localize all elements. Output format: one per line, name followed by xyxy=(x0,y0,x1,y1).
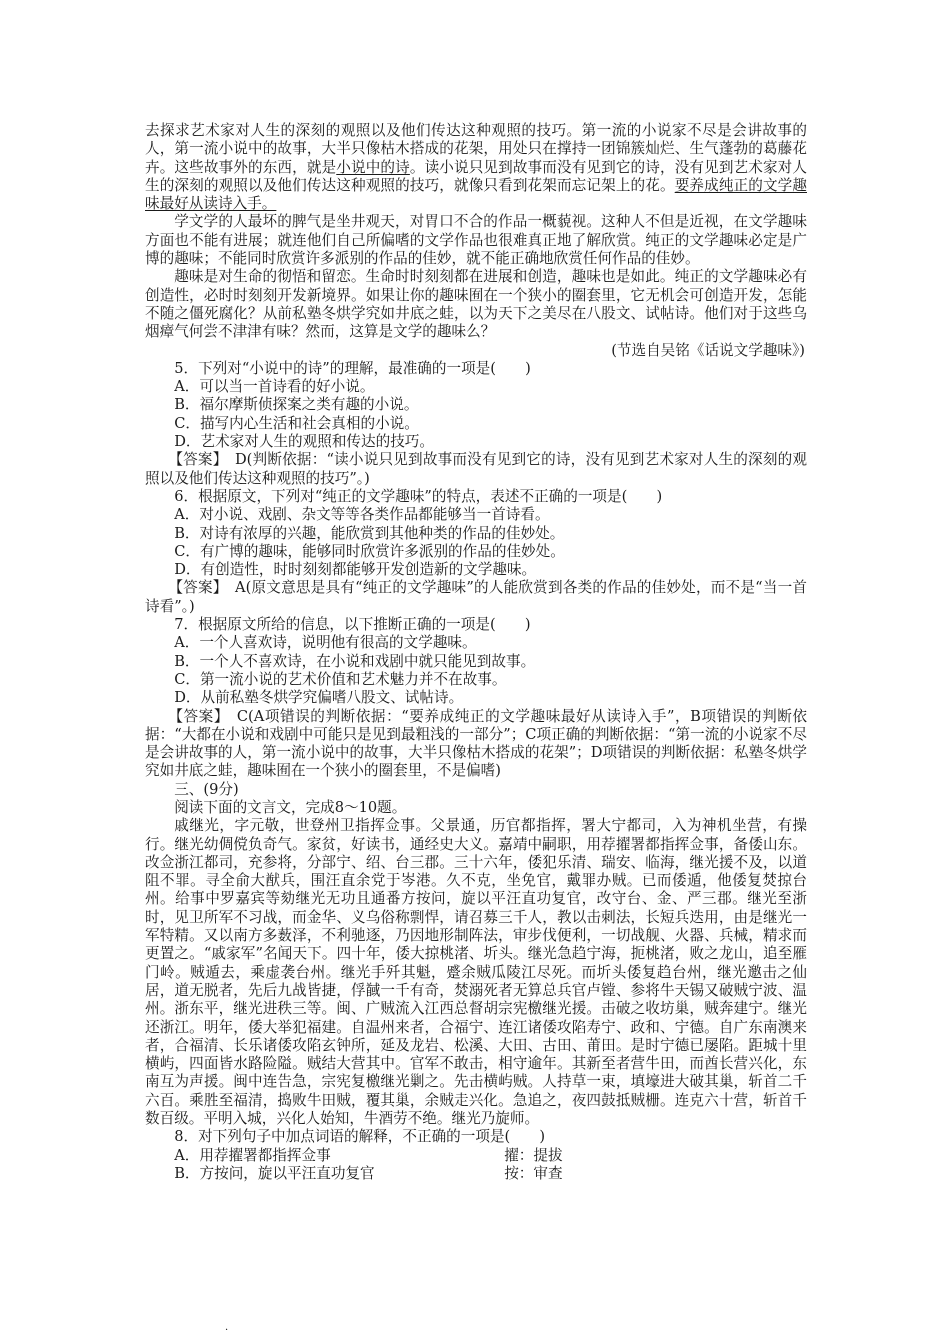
question-8-option-a-sentence: A．用荐擢署都指挥佥事 xyxy=(174,1146,331,1164)
passage-paragraph-1: 去探求艺术家对人生的深刻的观照以及他们传达这种观照的技巧。第一流的小说家不尽是会讲故事的人，第一流小说中的故事，大半只像枯木搭成的花架，用处只在撑持一团锦簇灿烂、生气蓬勃的葛藤花卉。这些故事外的东西，就是小说中的诗。读小说只见到故事而没有见到它的诗，没有见到艺术家对人生的深刻的观照以及他们传达这种观照的技巧，就像只看到花架而忘记架上的花。要养成纯正的文学趣味最好从读诗入手。 xyxy=(145,122,807,213)
question-6-stem: 6．根据原文，下列对“纯正的文学趣味”的特点，表述不正确的一项是( ) xyxy=(174,487,663,505)
question-5-option-d: D．艺术家对人生的观照和传达的技巧。 xyxy=(174,433,434,451)
passage-paragraph-2: 学文学的人最坏的脾气是坐井观天，对胃口不合的作品一概藐视。这种人不但是近视，在文学趣味方面也不能有进展；就连他们自己所偏嗜的文学作品也很难真正地了解欣赏。纯正的文学趣味必定是广博的趣味；不能同时欣赏许多派别的作品的佳妙，就不能正确地欣赏任何作品的佳妙。 xyxy=(145,213,807,268)
question-6-answer: 【答案】 A(原文意思是具有“纯正的文学趣味”的人能欣赏到各类的作品的佳妙处，而不是“当一首诗看”。) xyxy=(145,579,807,615)
question-5-answer: 【答案】 D(判断依据：“读小说只见到故事而没有见到它的诗，没有见到艺术家对人生的深刻的观照以及他们传达这种观照的技巧”。) xyxy=(145,451,807,487)
question-7-option-a: A．一个人喜欢诗，说明他有很高的文学趣味。 xyxy=(174,634,477,652)
question-7-option-c: C．第一流小说的艺术价值和艺术魅力并不在故事。 xyxy=(174,670,507,688)
question-7-option-d: D．从前私塾冬烘学究偏嗜八股文、试帖诗。 xyxy=(174,689,464,707)
question-8-option-a-gloss: 擢：提拔 xyxy=(504,1146,563,1164)
question-6-option-a: A．对小说、戏剧、杂文等等各类作品都能够当一首诗看。 xyxy=(174,506,550,524)
question-7-answer: 【答案】 C(A项错误的判断依据：“要养成纯正的文学趣味最好从读诗入手”，B项错误的判断依据：“大都在小说和戏剧中可能只是见到最粗浅的一部分”；C项正确的判断依据：“第一流的小说家不尽是会讲故事的人，第一流小说中的故事，大半只像枯木搭成的花架”；D项错误的判断依据：私塾冬烘学究如井底之蛙，趣味囿在一个狭小的圈套里，不是偏嗜) xyxy=(145,707,807,780)
passage-paragraph-3: 趣味是对生命的彻悟和留恋。生命时时刻刻都在进展和创造，趣味也是如此。纯正的文学趣味必有创造性，必时时刻刻开发新境界。如果让你的趣味囿在一个狭小的圈套里，它无机会可创造开发，怎能不随之僵死腐化？从前私塾冬烘学究如井底之蛙，以为天下之美尽在八股文、试帖诗。他们对于这些乌烟瘴气何尝不津津有味？然而，这算是文学的趣味么？ xyxy=(145,268,807,341)
underlined-phrase-poetry-in-novel: 小说中的诗 xyxy=(336,158,410,176)
question-6-option-d: D．有创造性，时时刻刻都能够开发创造新的文学趣味。 xyxy=(174,561,537,579)
question-8-option-b-gloss: 按：审查 xyxy=(504,1164,563,1182)
question-5-option-b: B．福尔摩斯侦探案之类有趣的小说。 xyxy=(174,396,419,414)
question-6-option-b: B．对诗有浓厚的兴趣，能欣赏到其他种类的作品的佳妙处。 xyxy=(174,524,565,542)
question-7-stem: 7．根据原文所给的信息，以下推断正确的一项是( ) xyxy=(174,616,531,634)
emphasis-dot-mark: · xyxy=(225,1325,229,1336)
classical-chinese-passage: 戚继光，字元敬，世登州卫指挥佥事。父景通，历官都指挥，署大宁都司，入为神机坐营，有操行。继光幼倜傥负奇气。家贫，好读书，通经史大义。嘉靖中嗣职，用荐擢署都指挥佥事，备倭山东。改佥浙江都司，充参将，分部宁、绍、台三郡。三十六年，倭犯乐清、瑞安、临海，继光援不及，以道阻不罪。寻全俞大猷兵，围汪直余党于岑港。久不克，坐免官，戴罪办贼。已而倭遁，他倭复焚掠台州。给事中罗嘉宾等劾继光无功且通番方按问，旋以平汪直功复官，改守台、金、严三郡。继光至浙时，见卫所军不习战，而金华、义乌俗称剽悍，请召募三千人，教以击刺法，长短兵迭用，由是继光一军特精。又以南方多薮泽，不利驰逐，乃因地形制阵法，审步伐便利，一切战舰、火器、兵械，精求而更置之。“戚家军”名闻天下。四十年，倭大掠桃渚、圻头。继光急趋宁海，扼桃渚，败之龙山，追至雁门岭。贼遁去，乘虚袭台州。继光手歼其魁，蹙余贼瓜陵江尽死。而圻头倭复趋台州，继光邀击之仙居，道无脱者，先后九战皆捷，俘馘一千有奇，焚溺死者无算总兵官卢镗、参将牛天锡又破贼宁波、温州。浙东平，继光进秩三等。闽、广贼流入江西总督胡宗宪檄继光援。击破之收坊巢，贼奔建宁。继光还浙江。明年，倭大举犯福建。自温州来者，合福宁、连江诸倭攻陷寿宁、政和、宁德。自广东南澳来者，合福清、长乐诸倭攻陷玄钟所，延及龙岩、松溪、大田、古田、莆田。是时宁德已屡陷。距城十里横屿，四面皆水路险隘。贼结大营其中。官军不敢击，相守逾年。其新至者营牛田，而酋长营兴化，东南互为声援。闽中连告急，宗宪复檄继光剿之。先击横屿贼。人持草一束，填壕进大破其巢，斩首二千六百。乘胜至福清，捣败牛田贼，覆其巢，余贼走兴化。急追之，夜四鼓抵贼栅。连克六十营，斩首千数百级。平明入城，兴化人始知，牛酒劳不绝。继光乃旋师。 xyxy=(145,817,807,1128)
question-7-option-b: B．一个人不喜欢诗，在小说和戏剧中就只能见到故事。 xyxy=(174,652,536,670)
question-8-stem: 8．对下列句子中加点词语的解释，不正确的一项是( ) xyxy=(174,1128,546,1146)
question-8-option-b-sentence: B．方按问，旋以平汪直功复官 xyxy=(174,1164,375,1182)
question-5-stem: 5．下列对“小说中的诗”的理解，最准确的一项是( ) xyxy=(174,359,531,377)
passage-source: (节选自吴铭《话说文学趣味》) xyxy=(611,341,805,359)
question-6-option-c: C．有广博的趣味，能够同时欣赏许多派别的作品的佳妙处。 xyxy=(174,542,565,560)
question-5-option-c: C．描写内心生活和社会真相的小说。 xyxy=(174,414,419,432)
underlined-sentence-read-poetry: 要养成纯正的文学趣味最好从读诗入手。 xyxy=(145,176,807,213)
question-8-option-a xyxy=(145,1147,807,1165)
question-8-option-b xyxy=(145,1165,807,1183)
section-3-instruction: 阅读下面的文言文，完成8～10题。 xyxy=(174,798,407,816)
section-3-heading: 三、(9分) xyxy=(174,780,239,798)
question-5-option-a: A．可以当一首诗看的好小说。 xyxy=(174,378,375,396)
document-page xyxy=(145,122,807,1183)
